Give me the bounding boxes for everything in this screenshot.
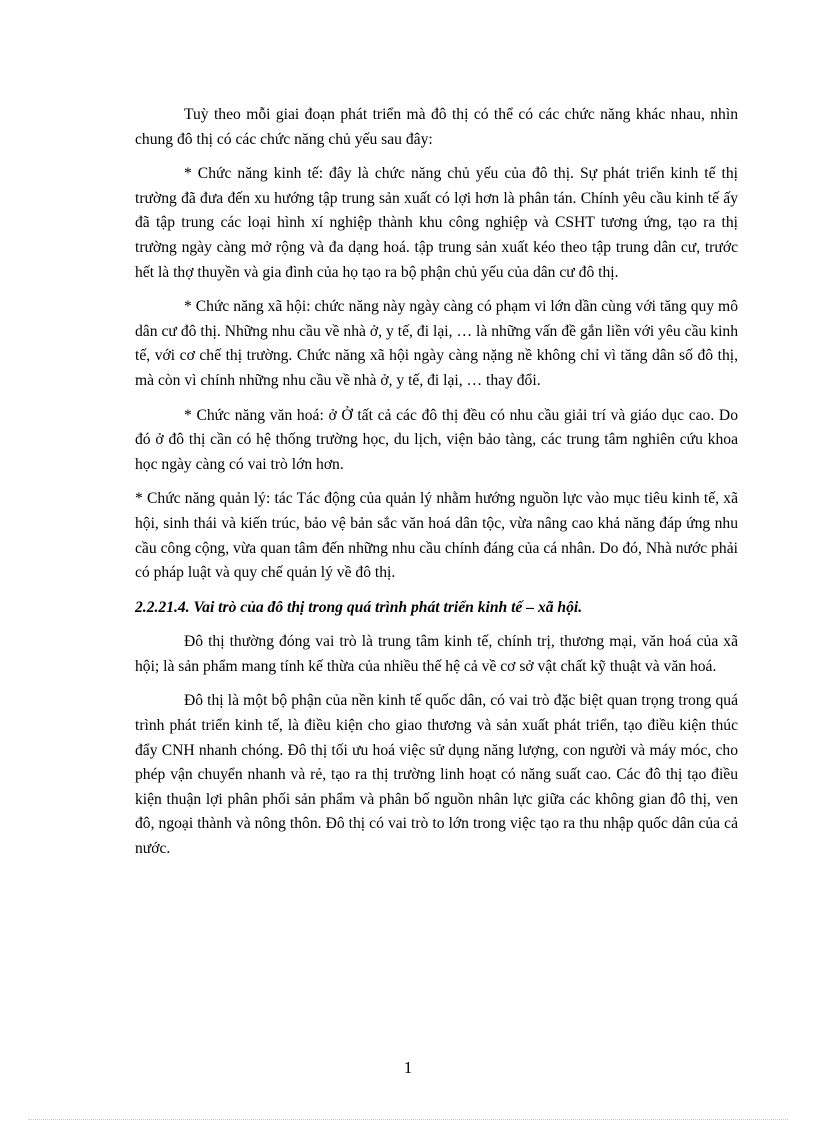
paragraph-urban-role: Đô thị thường đóng vai trò là trung tâm kinh tế, chính trị, thương mại, văn hoá của xã hội; là sản phẩm mang tính kế thừa của nhiều thế hệ cả về cơ sở vật chất kỹ thuật và văn hoá.: [135, 633, 738, 675]
paragraph-economic-function: * Chức năng kinh tế: đây là chức năng chủ yếu của đô thị. Sự phát triển kinh tế thị trường đã đưa đến xu hướng tập trung sản xuất có lợi hơn là phân tán. Chính yêu cầu kinh tế ấy đã tập trung các loại hình xí nghiệp thành khu công nghiệp và CSHT tương ứng, tạo ra thị trường ngày càng mở rộng và đa dạng hoá. tập trung sản xuất kéo theo tập trung dân cư, trước hết là thợ thuyền và gia đình của họ tạo ra bộ phận chủ yếu của dân cư đô thị.: [135, 165, 738, 281]
paragraph-urban-economy: Đô thị là một bộ phận của nền kinh tế quốc dân, có vai trò đặc biệt quan trọng trong quá trình phát triển kinh tế, là điều kiện cho giao thương và sản xuất phát triển, tạo điều kiện thúc đẩy CNH nhanh chóng. Đô thị tối ưu hoá việc sử dụng năng lượng, con người và máy móc, cho phép vận chuyển nhanh và rẻ, tạo ra thị trường linh hoạt có năng suất cao. Các đô thị tạo điều kiện thuận lợi phân phối sản phẩm và phân bố nguồn nhân lực giữa các không gian đô thị, ven đô, ngoại thành và nông thôn. Đô thị có vai trò to lớn trong việc tạo ra thu nhập quốc dân của cả nước.: [135, 692, 738, 858]
body-text: [135, 103, 738, 872]
paragraph-management-function: * Chức năng quản lý: tác Tác động của quản lý nhằm hướng nguồn lực vào mục tiêu kinh tế, xã hội, sinh thái và kiến trúc, bảo vệ bản sắc văn hoá dân tộc, vừa nâng cao khả năng đáp ứng nhu cầu công cộng, vừa quan tâm đến những nhu cầu chính đáng của cá nhân. Do đó, Nhà nước phải có pháp luật và quy chế quản lý về đô thị.: [135, 490, 738, 582]
paragraph-social-function: * Chức năng xã hội: chức năng này ngày càng có phạm vi lớn dần cùng với tăng quy mô dân cư đô thị. Những nhu cầu về nhà ở, y tế, đi lại, … là những vấn đề gắn liền với yêu cầu kinh tế, với cơ chế thị trường. Chức năng xã hội ngày càng nặng nề không chỉ vì tăng dân số đô thị, mà còn vì chính những nhu cầu về nhà ở, y tế, đi lại, … thay đổi.: [135, 298, 738, 389]
section-heading: 2.2.21.4. Vai trò của đô thị trong quá trình phát triển kinh tế – xã hội.: [135, 598, 583, 616]
paragraph-intro: Tuỳ theo mỗi giai đoạn phát triển mà đô thị có thể có các chức năng khác nhau, nhìn chung đô thị có các chức năng chủ yếu sau đây:: [135, 106, 738, 148]
page-number: 1: [403, 1058, 413, 1077]
page-bottom-border: [28, 1119, 788, 1120]
paragraph-cultural-function: * Chức năng văn hoá: ở Ở tất cả các đô thị đều có nhu cầu giải trí và giáo dục cao. Do đó ở đô thị cần có hệ thống trường học, du lịch, viện bảo tàng, các trung tâm nghiên cứu khoa học ngày càng có vai trò lớn hơn.: [135, 406, 738, 473]
